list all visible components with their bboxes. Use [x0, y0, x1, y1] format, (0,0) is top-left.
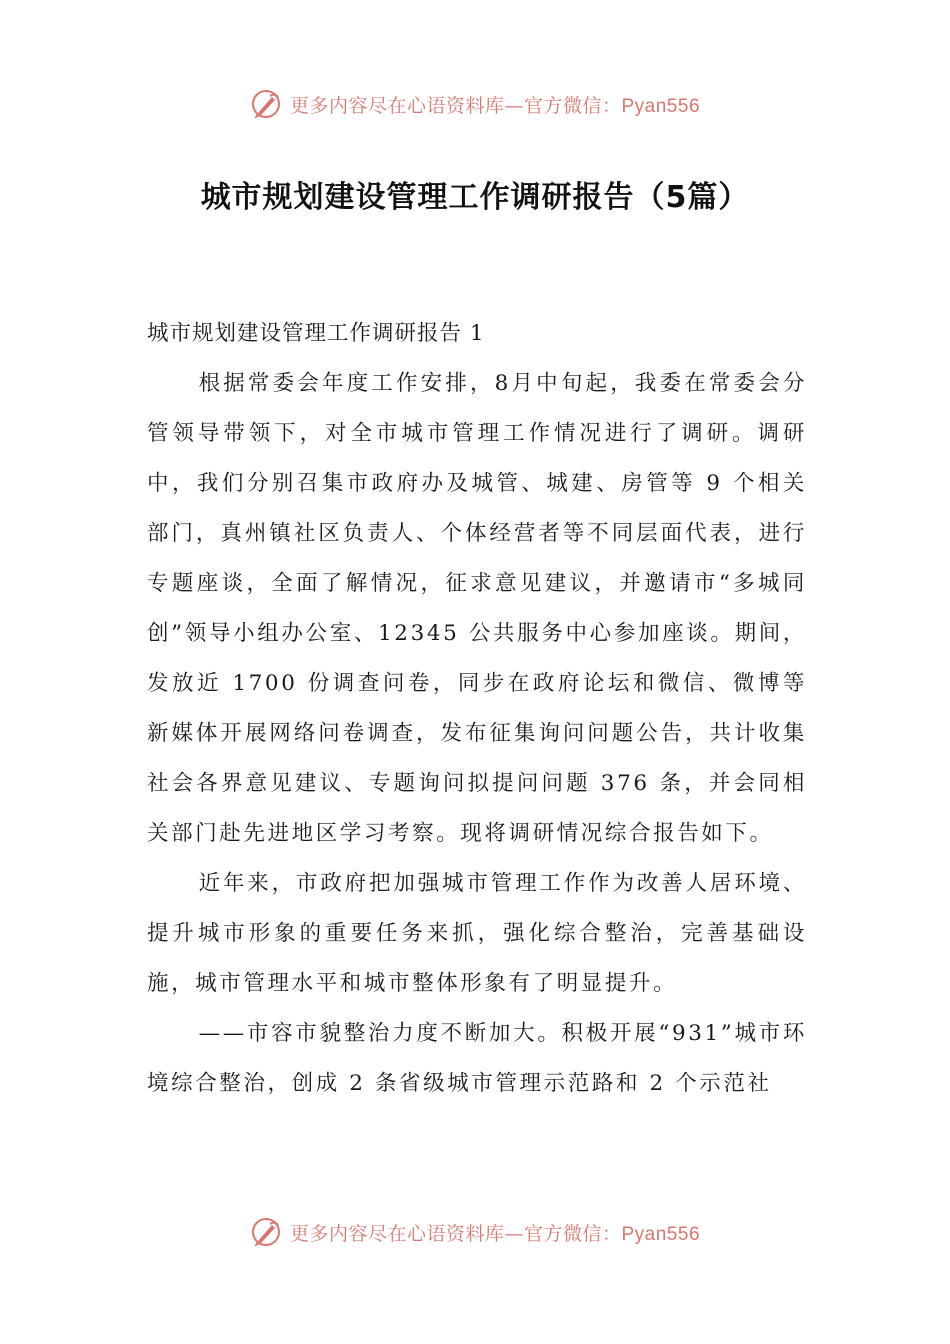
watermark-slogan: 更多内容尽在心语资料库—官方微信：	[289, 1222, 622, 1245]
document-title: 城市规划建设管理工作调研报告（5篇）	[200, 180, 750, 215]
document-body	[147, 309, 807, 1109]
watermark-text	[290, 1219, 700, 1246]
quill-pen-icon	[250, 1216, 282, 1248]
watermark-slogan: 更多内容尽在心语资料库—官方微信：	[289, 94, 622, 117]
watermark-wechat-id: Pyan556	[621, 95, 701, 117]
watermark-text	[290, 91, 700, 118]
quill-pen-icon	[250, 88, 282, 120]
header-watermark	[0, 84, 950, 124]
paragraph-2: 近年来，市政府把加强城市管理工作作为改善人居环境、提升城市形象的重要任务来抓，强化综合整治，完善基础设施，城市管理水平和城市整体形象有了明显提升。	[147, 871, 807, 996]
watermark-wechat-id: Pyan556	[621, 1223, 701, 1245]
footer-watermark	[0, 1212, 950, 1252]
section-heading: 城市规划建设管理工作调研报告 1	[147, 321, 485, 346]
paragraph-1: 根据常委会年度工作安排，8月中旬起，我委在常委会分管领导带领下，对全市城市管理工作情况进行了调研。调研中，我们分别召集市政府办及城管、城建、房管等 9 个相关部门，真州镇社区负责人、个体经营者等不同层面代表，进行专题座谈，全面了解情况，征求意见建议，并邀请市“多城同创”领导小组办公室、12345 公共服务中心参加座谈。期间，发放近 1700 份调查问卷，同步在政府论坛和微信、微博等新媒体开展网络问卷调查，发布征集询问问题公告，共计收集社会各界意见建议、专题询问拟提问问题 376 条，并会同相关部门赴先进地区学习考察。现将调研情况综合报告如下。	[147, 371, 807, 846]
paragraph-3: ——市容市貌整治力度不断加大。积极开展“931”城市环境综合整治，创成 2 条省级城市管理示范路和 2 个示范社	[147, 1021, 807, 1096]
